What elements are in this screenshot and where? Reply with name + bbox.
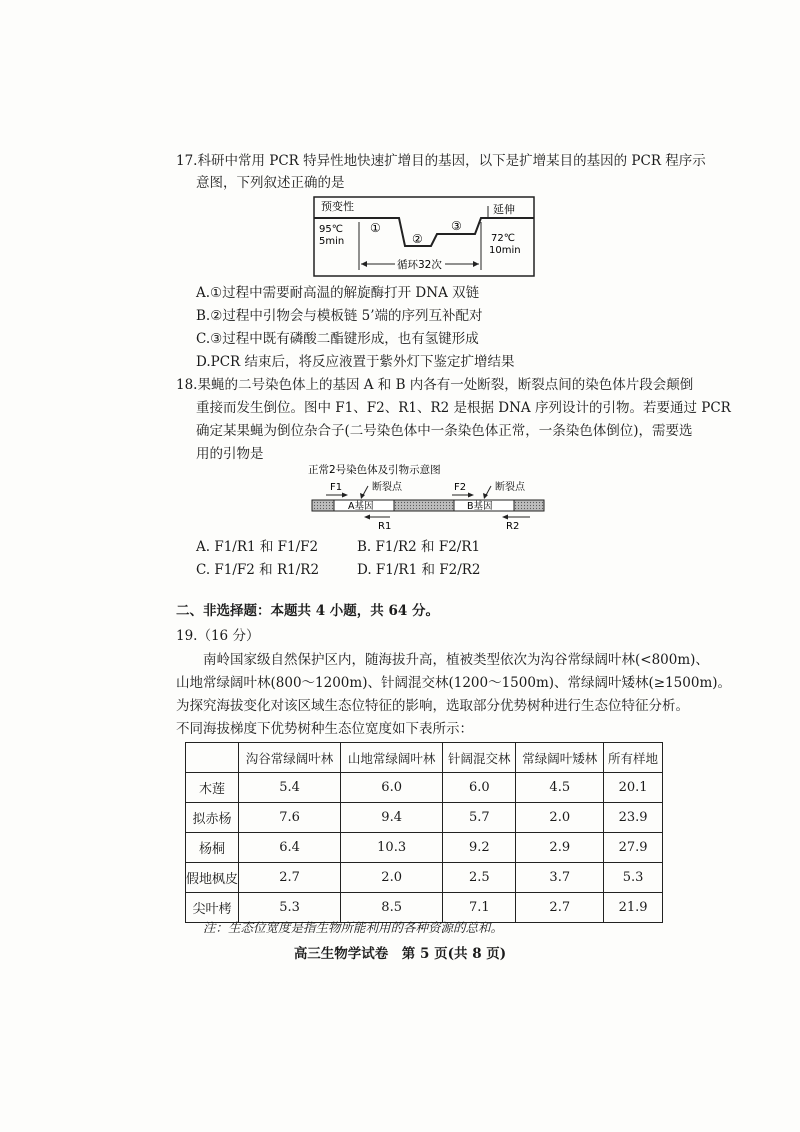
table-header-cell: 沟谷常绿阔叶林	[239, 743, 341, 773]
q18-stem-line2: 重接而发生倒位。图中 F1、F2、R1、R2 是根据 DNA 序列设计的引物。若要通过 PCR	[196, 400, 731, 416]
q17-option-b: B.②过程中引物会与模板链 5’端的序列互补配对	[196, 308, 483, 324]
q18-stem-line1: 18.果蝇的二号染色体上的基因 A 和 B 内各有一处断裂，断裂点间的染色体片段会颠倒	[176, 377, 694, 393]
species-name-cell: 杨桐	[186, 833, 239, 863]
q18-option-a: A. F1/R1 和 F1/F2	[196, 539, 319, 555]
break-point-1-label: 断裂点	[372, 482, 402, 493]
q17-option-d: D.PCR 结束后，将反应液置于紫外灯下鉴定扩增结果	[196, 354, 515, 370]
step2-label: ②	[412, 232, 423, 246]
q18-option-d: D. F1/R1 和 F2/R2	[357, 562, 481, 578]
extend-label: 延伸	[493, 203, 515, 216]
f1-label: F1	[330, 482, 343, 493]
gene-b-label: B基因	[467, 501, 493, 512]
table-cell: 8.5	[341, 893, 443, 923]
q17-stem-line1: 17.科研中常用 PCR 特异性地快速扩增目的基因，以下是扩增某目的基因的 PCR 程序示	[176, 153, 706, 169]
niche-width-table	[185, 742, 663, 923]
r1-label: R1	[378, 521, 392, 532]
table-row	[186, 863, 663, 893]
table-cell: 6.4	[239, 833, 341, 863]
table-cell: 7.1	[443, 893, 516, 923]
q17-option-c: C.③过程中既有磷酸二酯键形成，也有氢键形成	[196, 331, 479, 347]
table-header-cell: 山地常绿阔叶林	[341, 743, 443, 773]
table-cell: 20.1	[604, 773, 663, 803]
table-cell: 3.7	[516, 863, 604, 893]
table-cell: 7.6	[239, 803, 341, 833]
cycle-label: 循环32次	[397, 259, 442, 271]
q19-line3: 为探究海拔变化对该区域生态位特征的影响，选取部分优势树种进行生态位特征分析。	[176, 698, 689, 714]
table-cell: 6.0	[443, 773, 516, 803]
q18-option-b: B. F1/R2 和 F2/R1	[357, 539, 481, 555]
q19-line4: 不同海拔梯度下优势树种生态位宽度如下表所示：	[176, 721, 473, 737]
species-name-cell: 假地枫皮	[186, 863, 239, 893]
table-cell: 4.5	[516, 773, 604, 803]
table-header-cell	[186, 743, 239, 773]
table-cell: 2.7	[239, 863, 341, 893]
time1-label: 5min	[319, 236, 345, 247]
q19-header: 19.（16 分）	[176, 628, 260, 644]
table-cell: 9.4	[341, 803, 443, 833]
table-header-cell: 所有样地	[604, 743, 663, 773]
page-footer: 高三生物学试卷 第 5 页(共 8 页)	[293, 946, 507, 962]
step1-label: ①	[370, 221, 381, 235]
gene-a-label: A基因	[348, 501, 374, 512]
species-name-cell: 尖叶栲	[186, 893, 239, 923]
table-cell: 5.4	[239, 773, 341, 803]
table-cell: 10.3	[341, 833, 443, 863]
table-cell: 5.7	[443, 803, 516, 833]
table-cell: 5.3	[604, 863, 663, 893]
time2-label: 10min	[489, 245, 521, 256]
step3-label: ③	[451, 219, 462, 233]
table-cell: 5.3	[239, 893, 341, 923]
table-cell: 21.9	[604, 893, 663, 923]
q18-stem-line3: 确定某果蝇为倒位杂合子(二号染色体中一条染色体正常，一条染色体倒位)，需要选	[196, 423, 693, 439]
diagram-title: 正常2号染色体及引物示意图	[308, 464, 441, 476]
species-name-cell: 拟赤杨	[186, 803, 239, 833]
table-cell: 2.0	[341, 863, 443, 893]
section-two-heading: 二、非选择题：本题共 4 小题，共 64 分。	[176, 603, 439, 619]
table-cell: 2.9	[516, 833, 604, 863]
table-cell: 23.9	[604, 803, 663, 833]
table-header-row	[186, 743, 663, 773]
table-cell: 9.2	[443, 833, 516, 863]
table-header-cell: 常绿阔叶矮林	[516, 743, 604, 773]
temp1-label: 95℃	[319, 224, 343, 235]
table-cell: 2.7	[516, 893, 604, 923]
q17-option-a: A.①过程中需要耐高温的解旋酶打开 DNA 双链	[196, 285, 480, 301]
q19-line2: 山地常绿阔叶林(800～1200m)、针阔混交林(1200～1500m)、常绿阔叶矮林(≥1500m)。	[176, 675, 732, 691]
predenature-label: 预变性	[321, 200, 354, 213]
table-row	[186, 773, 663, 803]
table-cell: 6.0	[341, 773, 443, 803]
temp2-label: 72℃	[491, 233, 515, 244]
table-row	[186, 803, 663, 833]
q18-option-c: C. F1/F2 和 R1/R2	[196, 562, 320, 578]
q17-stem-line2: 意图，下列叙述正确的是	[196, 175, 345, 191]
r2-label: R2	[506, 521, 520, 532]
f2-label: F2	[454, 482, 467, 493]
break-point-2-label: 断裂点	[495, 482, 525, 493]
chromosome-primer-diagram	[304, 462, 554, 534]
table-cell: 27.9	[604, 833, 663, 863]
table-row	[186, 833, 663, 863]
table-header-cell: 针阔混交林	[443, 743, 516, 773]
pcr-program-diagram	[313, 196, 535, 278]
table-cell: 2.5	[443, 863, 516, 893]
table-cell: 2.0	[516, 803, 604, 833]
q19-line1: 南岭国家级自然保护区内，随海拔升高，植被类型依次为沟谷常绿阔叶林(<800m)、	[203, 652, 709, 668]
species-name-cell: 木莲	[186, 773, 239, 803]
table-note: 注：生态位宽度是指生物所能利用的各种资源的总和。	[203, 920, 504, 935]
q18-stem-line4: 用的引物是	[196, 446, 264, 462]
